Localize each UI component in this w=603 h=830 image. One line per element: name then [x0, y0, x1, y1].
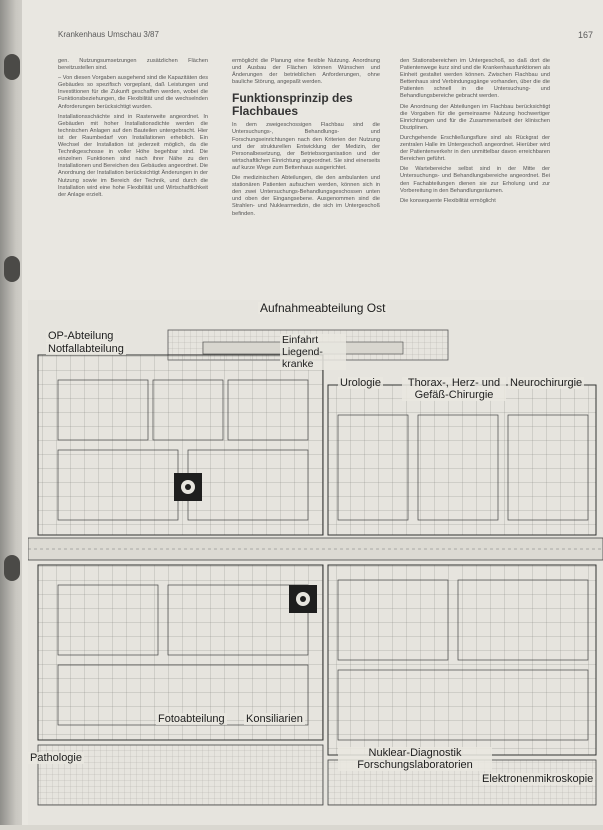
paragraph: – Von diesen Vorgaben ausgehend sind die Kapazitäten des Gebäudes so spezifisch vorgeplant, daß Leistungen und Investitionen für die Zukunft geschaffen werden, wobei die Funktionsbeziehungen, die Flexibilität und die wechselnden Anforderungen berücksichtigt wurden.	[58, 75, 208, 110]
page-number: 167	[578, 30, 594, 40]
label-foto: Fotoabteilung	[158, 713, 225, 725]
label-nuklear: Nuklear-Diagnostik Forschungslaboratorien	[338, 747, 492, 771]
floor-plan	[28, 300, 603, 825]
running-header: Krankenhaus Umschau 3/87	[58, 30, 159, 39]
paragraph: ermöglicht die Planung eine flexible Nutzung. Anordnung und Ausbau der Flächen können Wünschen und Änderungen der betrieblichen Anforderungen, ohne bauliche Störung, angepaßt werden.	[232, 58, 380, 86]
paragraph: Die Anordnung der Abteilungen im Flachbau berücksichtigt die Vorgaben für die gemeinsame Nutzung hochwertiger Einrichtungen und für die Zusammenarbeit der klinischen Disziplinen.	[400, 103, 550, 131]
label-konsil: Konsiliarien	[246, 713, 303, 725]
label-einfahrt: Einfahrt Liegend-kranke	[280, 334, 346, 370]
label-elektronen: Elektronenmikroskopie	[482, 773, 594, 785]
text-column-right	[400, 58, 550, 298]
paragraph: Die Wartebereiche selbst sind in der Mitte der Untersuchungs- und Behandlungsbereiche angeordnet. Bei den Fachabteilungen dienen sie zur Erholung und zur Vorbereitung in den Behandlungsräumen.	[400, 166, 550, 194]
paragraph: In dem zweigeschossigen Flachbau sind die Untersuchungs-, Behandlungs- und Forschungseinrichtungen nach den Kriterien der Nutzung und der strukturellen Entwicklung der Medizin, der Personalbesetzung, der Betriebsorganisation und der wirtschaftlichen Einrichtung angeordnet. Sie sind einerseits auf kurze Wege zum Bettenhaus ausgerichtet.	[232, 122, 380, 171]
section-heading: Funktionsprinzip des Flachbaues	[232, 91, 353, 119]
text-column-left	[58, 58, 208, 298]
paragraph: Die konsequente Flexibilität ermöglicht	[400, 197, 496, 204]
paragraph: Die medizinischen Abteilungen, die den ambulanten und stationären Patienten aufsuchen werden, können sich in den zwei Untersuchungs-Behandlungsgeschossen unten und oben der Eingangsebene. Ausgenommen sind die Strahlen- und Nuklearmedizin, die sich im Untergeschoß befinden.	[232, 175, 380, 217]
label-thorax: Thorax-, Herz- und Gefäß-Chirurgie	[402, 377, 506, 401]
label-notfall: Notfallabteilung	[48, 343, 124, 355]
label-pathologie: Pathologie	[30, 752, 82, 764]
punch-hole	[4, 555, 20, 581]
paragraph: gen. Nutzungsumsetzungen zusätzlichen Flächen bereitzustellen sind.	[58, 58, 208, 72]
label-neuro: Neurochirurgie	[510, 377, 583, 389]
paragraph: Durchgehende Erschließungsflure sind als Rückgrat der zentralen Halle im Untergeschoß angeordnet. Hierüber wird der Patientenverkehr in den unmittelbar davon erreichbaren Bereichen geführt.	[400, 134, 550, 163]
label-op: OP-Abteilung	[48, 330, 114, 342]
label-urologie: Urologie	[340, 377, 381, 389]
label-aufnahme: Aufnahmeabteilung Ost	[260, 301, 386, 315]
punch-hole	[4, 256, 20, 282]
text-column-middle	[232, 58, 380, 298]
punch-hole	[4, 54, 20, 80]
paragraph: Installationsschächte sind in Rasterweite angeordnet. In Gebäuden mit hoher Installationsdichte werden die technischen Anlagen auf den Bauteilen untergebracht. Hier ist der Raumbedarf von Installationen erheblich. Ein Wechsel der Installation ist jederzeit möglich, da die Technikgeschosse in voller Höhe begehbar sind. Die einzelnen Funktionen sind nach ihrer Nähe zu den Installationen und Bereichen des Gebäudes angeordnet. Die Anordnung der Installation berücksichtigt Änderungen in der Nutzung sowie im Bereich der Technik, und durch die Installation wird eine hohe Flexibilität und Wirtschaftlichkeit der Anlage erzielt.	[58, 113, 208, 198]
paragraph: den Stationsbereichen im Untergeschoß, so daß dort die Patientenwege kurz sind und die Krankenhausfunktionen als Einheit gestaltet werden können. Zwischen Flachbau und Bettenhaus sind Verbindungsgänge vorhanden, über die die Patienten schnell in die Untersuchung- und Behandlungsbereiche gebracht werden.	[400, 58, 550, 100]
